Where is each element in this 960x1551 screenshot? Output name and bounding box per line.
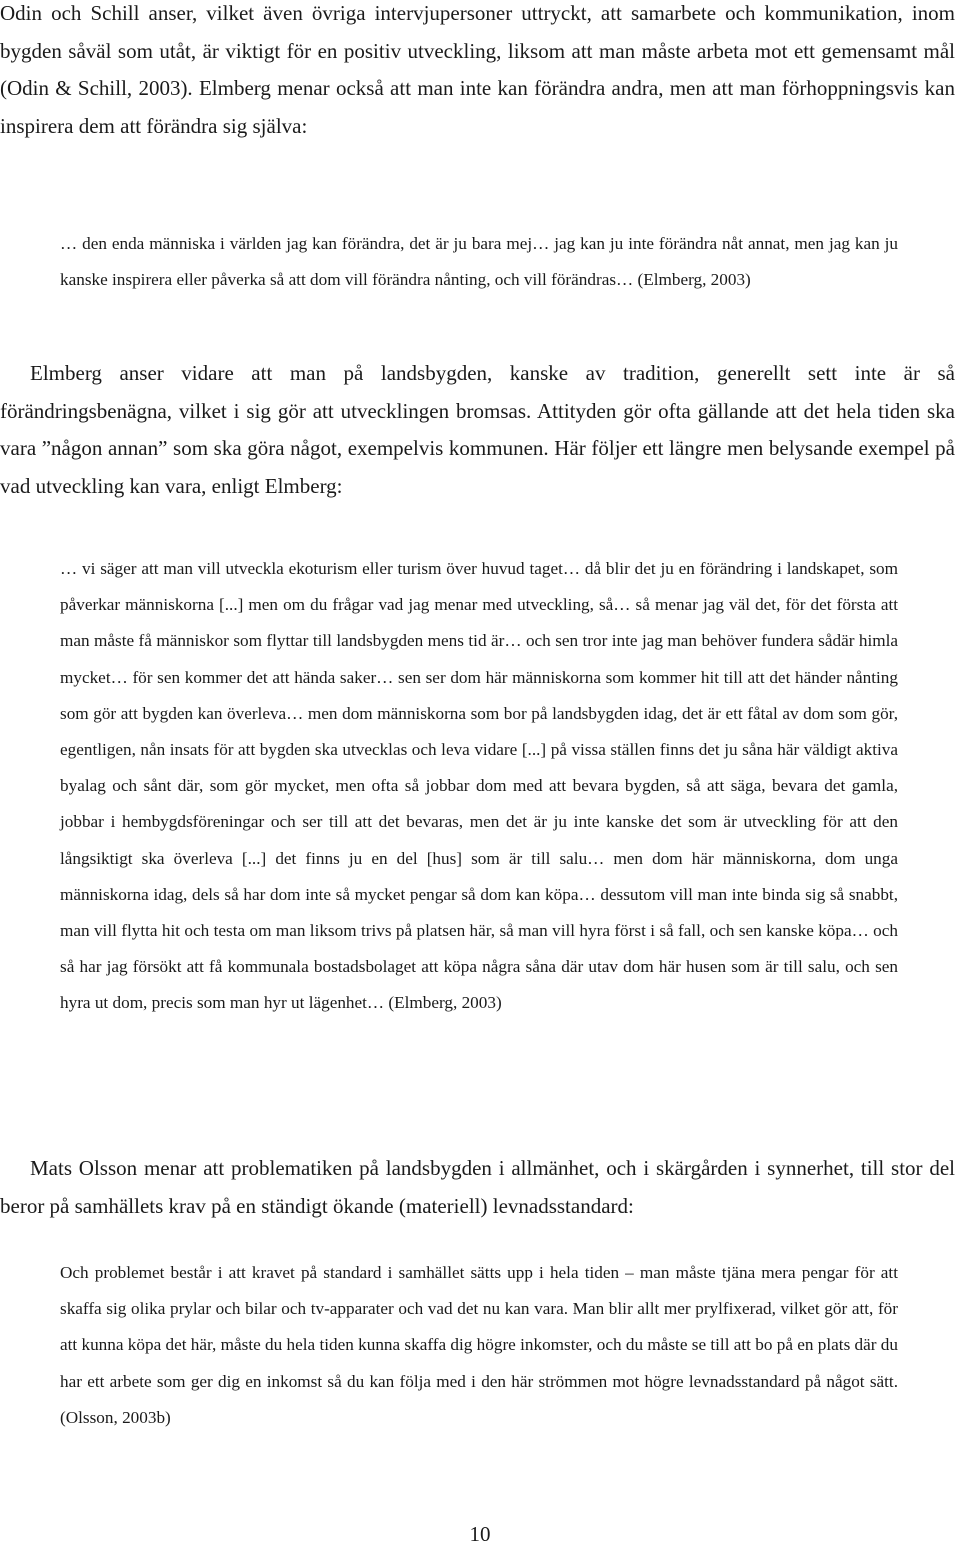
paragraph-elmberg-tradition: Elmberg anser vidare att man på landsbygden, kanske av tradition, generellt sett inte är så förändringsbenägna, vilket i sig gör att utvecklingen bromsas. Attityden gör ofta gällande att det hela tiden ska vara ”någon annan” som ska göra något, exempelvis kommunen. Här följer ett längre men belysande exempel på vad utveckling kan vara, enligt Elmberg: — [0, 361, 955, 498]
quote-olsson-standard: Och problemet består i att kravet på standard i samhället sätts upp i hela tiden – man måste tjäna mera pengar för att skaffa sig olika prylar och bilar och tv-apparater och vad det nu kan vara. Man blir allt mer prylfixerad, vilket gör att, för att kunna köpa det här, måste du hela tiden kunna skaffa dig högre inkomster, och du måste se till att bo på en plats där du har ett arbete som ger dig en inkomst så du kan följa med i den här strömmen mot högre levnadsstandard på något sätt. (Olsson, 2003b) — [60, 1263, 898, 1427]
paragraph-odin-schill: Odin och Schill anser, vilket även övriga intervjupersoner uttryckt, att samarbete och kommunikation, inom bygden såväl som utåt, är viktigt för en positiv utveckling, liksom att man måste arbeta mot ett gemensamt mål (Odin & Schill, 2003). Elmberg menar också att man inte kan förändra andra, men att man förhoppningsvis kan inspirera dem att förändra sig själva: — [0, 1, 955, 138]
paragraph-mats-olsson: Mats Olsson menar att problematiken på landsbygden i allmänhet, och i skärgården i synnerhet, till stor del beror på samhällets krav på en ständigt ökande (materiell) levnadsstandard: — [0, 1156, 955, 1218]
quote-elmberg-forandra: … den enda människa i världen jag kan förändra, det är ju bara mej… jag kan ju inte förändra nåt annat, men jag kan ju kanske inspirera eller påverka så att dom vill förändra nånting, och vill förändras… (Elmberg, 2003) — [60, 234, 898, 290]
page-number: 10 — [469, 1522, 491, 1546]
quote-elmberg-utveckling: … vi säger att man vill utveckla ekoturism eller turism över huvud taget… då blir det ju en förändring i landskapet, som påverkar människorna [...] men om du frågar vad jag menar med utveckling, så… så menar jag väl det, för det första att man måste få människor som flyttar till landsbygden mens tid är… och sen tror inte jag man behöver fundera sådär himla mycket… för sen kommer det att hända saker… sen ser dom här människorna som kommer hit till att det händer nånting som gör att bygden kan överleva… men dom människorna som bor på landsbygden idag, det är ett fåtal av dom som gör, egentligen, nån insats för att bygden ska utvecklas och leva vidare [...] på vissa ställen finns det ju såna här väldigt aktiva byalag och sånt där, som gör mycket, men ofta så jobbar dom med att bevara bygden, så att säga, bevara det gamla, jobbar i hembygdsföreningar och ser till att det bevaras, men det är ju inte kanske det som är utveckling för att den långsiktigt ska överleva [...] det finns ju en del [hus] som är till salu… men dom här människorna, dom unga människorna idag, dels så har dom inte så mycket pengar så dom kan köpa… dessutom vill man inte binda sig så snabbt, man vill flytta hit och testa om man liksom trivs på platsen här, så man vill hyra först i så fall, och sen kanske köpa… och så har jag försökt att få kommunala bostadsbolaget att köpa några såna där utav dom här husen som är till salu, och sen hyra ut dom, precis som man hyr ut lägenhet… (Elmberg, 2003) — [60, 559, 898, 1013]
